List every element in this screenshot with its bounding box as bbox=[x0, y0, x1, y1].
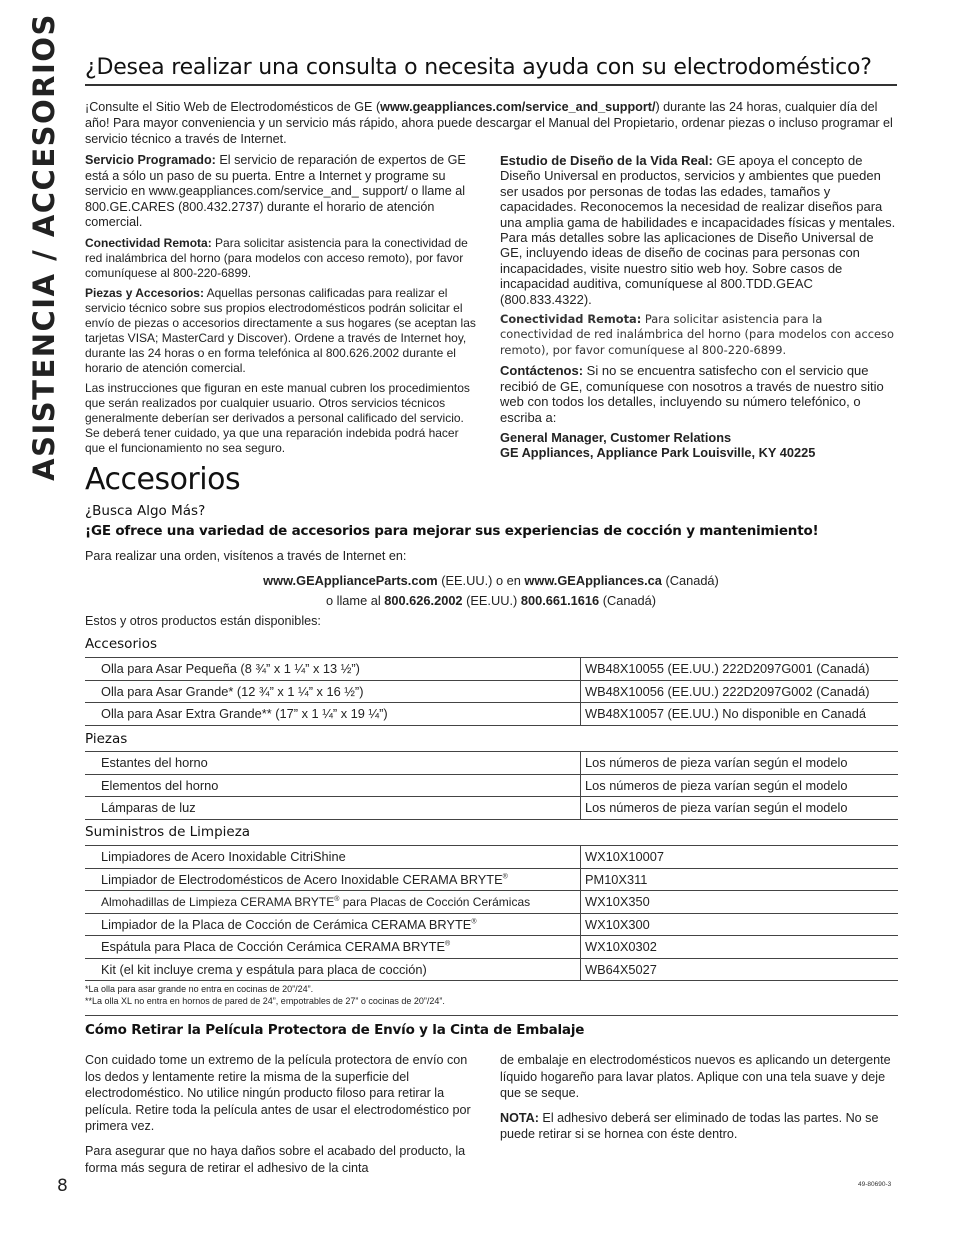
service-url: www.geappliances.com/service_and_support/ bbox=[380, 100, 656, 114]
document-number: 49-80690-3 bbox=[858, 1181, 892, 1188]
products-available: Estos y otros productos están disponibles: bbox=[85, 614, 321, 628]
page-title: ¿Desea realizar una consulta o necesita ayuda con su electrodoméstico? bbox=[85, 55, 897, 86]
order-phones: o llame al 800.626.2002 (EE.UU.) 800.661.1616 (Canadá) bbox=[325, 593, 657, 608]
table-row: Limpiador de la Placa de Cocción de Cerámica CERAMA BRYTE® WX10X300 bbox=[85, 913, 898, 936]
parts-accessories: Piezas y Accesorios: Aquellas personas calificadas para realizar el servicio técnico sobre sus propios electrodomésticos podrán solicitar el envío de piezas o accesorios directamente a sus hogares (se aceptan las tarjetas VISA; MasterCard y Discover). Ordene a través de Internet hoy, durante las 24 horas o en forma telefónica al 800.626.2002 durante el horario de atención comercial. bbox=[85, 285, 476, 375]
table-row: Elementos del horno Los números de pieza varían según el modelo bbox=[85, 774, 898, 797]
us-parts-website[interactable]: www.GEApplianceParts.com bbox=[263, 573, 438, 588]
note: NOTA: El adhesivo deberá ser eliminado de todas las partes. No se puede retirar si se hornea con éste dentro. bbox=[500, 1110, 879, 1142]
table-row: Olla para Asar Pequeña (8 ¾” x 1 ¼” x 13 ½”) WB48X10055 (EE.UU.) 222D2097G001 (Canadá) bbox=[85, 658, 898, 681]
cleaning-supplies-table bbox=[85, 845, 898, 981]
order-websites: www.GEApplianceParts.com (EE.UU.) o en www.GEAppliances.ca (Canadá) bbox=[263, 573, 719, 588]
parts-table-label: Piezas bbox=[85, 731, 128, 747]
table-row: Kit (el kit incluye crema y espátula para placa de cocción) WB64X5027 bbox=[85, 958, 898, 981]
remote-connectivity-right: Conectividad Remota: Para solicitar asistencia para la conectividad de red inalámbrica del horno (para modelos con acceso remoto), por favor comuníquese al 800-220-6899. bbox=[500, 312, 894, 357]
accessories-table bbox=[85, 657, 898, 726]
side-section-title: ASISTENCIA / ACCESORIOS bbox=[27, 13, 61, 481]
real-life-design-studio: Estudio de Diseño de la Vida Real: GE apoya el concepto de Diseño Universal en productos, servicios y ambientes que pueden ser usados por personas de todas las edades, tamaños y capacidades. Reconocemos la necesidad de realizar diseños para una amplia gama de habilidades e incapacidades físicas y mentales. Para más detalles sobre las aplicaciones de Diseño Universal de GE, incluyendo ideas de diseño de cocinas para personas con incapacidades, visite nuestro sitio web hoy. Sobre casos de incapacidad auditiva, comuníquese al 800.TDD.GEAC (800.833.4322). bbox=[500, 153, 896, 307]
canada-website[interactable]: www.GEAppliances.ca bbox=[524, 573, 662, 588]
looking-for-more: ¿Busca Algo Más? bbox=[85, 503, 206, 519]
accessories-heading: Accesorios bbox=[85, 462, 241, 497]
table-row: Almohadillas de Limpieza CERAMA BRYTE® para Placas de Cocción Cerámicas WX10X350 bbox=[85, 891, 898, 914]
film-removal-heading: Cómo Retirar la Película Protectora de Envío y la Cinta de Embalaje bbox=[85, 1022, 585, 1038]
mailing-address: General Manager, Customer Relations GE Appliances, Appliance Park Louisville, KY 40225 bbox=[500, 429, 816, 461]
footnotes: *La olla para asar grande no entra en cocinas de 20”/24”. **La olla XL no entra en hornos de pared de 24”, empotrables de 27” o cocinas de 20”/24”. bbox=[85, 984, 445, 1006]
table-row: Estantes del horno Los números de pieza varían según el modelo bbox=[85, 752, 898, 775]
page-number: 8 bbox=[57, 1176, 68, 1196]
table-row: Limpiador de Electrodomésticos de Acero Inoxidable CERAMA BRYTE® PM10X311 bbox=[85, 868, 898, 891]
table-row: Espátula para Placa de Cocción Cerámica CERAMA BRYTE® WX10X0302 bbox=[85, 936, 898, 959]
table-row: Olla para Asar Extra Grande** (17” x 1 ¼” x 19 ¼”) WB48X10057 (EE.UU.) No disponible en Canadá bbox=[85, 703, 898, 726]
intro-paragraph: ¡Consulte el Sitio Web de Electrodomésticos de GE (www.geappliances.com/service_and_support/) durante las 24 horas, cualquier día del año! Para mayor conveniencia y un servicio más rápido, ahora puede descargar el Manual del Propietario, ordenar piezas o incluso programar el servicio técnico a través de Internet. bbox=[85, 100, 893, 146]
film-left-column: Con cuidado tome un extremo de la película protectora de envío con los dedos y lentamente retire la misma de la superficie del electrodoméstico. No utilice ningún producto filoso para retirar la película. Retire toda la película antes de usar el electrodoméstico por primera vez. Para asegurar que no haya daños sobre el acabado del producto, la forma más segura de retirar el adhesivo de la cinta bbox=[85, 1053, 471, 1175]
remote-connectivity: Conectividad Remota: Para solicitar asistencia para la conectividad de red inalámbrica del horno (para modelos con acceso remoto), por favor comuníquese al 800-220-6899. bbox=[85, 235, 468, 280]
left-column bbox=[85, 153, 480, 461]
table-row: Lámparas de luz Los números de pieza varían según el modelo bbox=[85, 797, 898, 820]
section-divider bbox=[85, 1015, 898, 1016]
film-right-column: de embalaje en electrodomésticos nuevos es aplicando un detergente líquido hogareño para lavar platos. Aplique con una tela suave y deje que se seque. NOTA: El adhesivo deberá ser eliminado de todas las partes. No se puede retirar si se hornea con éste dentro. bbox=[500, 1052, 897, 1151]
right-column bbox=[500, 153, 897, 461]
service-instructions: Las instrucciones que figuran en este manual cubren los procedimientos que serán realizados por cualquier usuario. Otros servicios técnicos generalmente deberían ser derivados a personal calificado del servicio. Se deberá tener cuidado, ya que una reparación indebida podrá hacer que el funcionamiento no sea seguro. bbox=[85, 380, 470, 455]
table-row: Olla para Asar Grande* (12 ¾” x 1 ¼” x 16 ½”) WB48X10056 (EE.UU.) 222D2097G002 (Canadá) bbox=[85, 680, 898, 703]
parts-table bbox=[85, 751, 898, 820]
order-instructions: Para realizar una orden, visítenos a través de Internet en: bbox=[85, 549, 407, 563]
scheduled-service: Servicio Programado: El servicio de reparación de expertos de GE está a sólo un paso de su puerta. Entre a Internet y programe su servicio en www.geappliances.com/service_and_ support/ o llame al 800.GE.CARES (800.432.2737) durante el horario de atención comercial. bbox=[85, 153, 466, 230]
ge-offers-tagline: ¡GE ofrece una variedad de accesorios para mejorar sus experiencias de cocción y mantenimiento! bbox=[85, 523, 819, 539]
us-phone: 800.626.2002 bbox=[384, 593, 463, 608]
canada-phone: 800.661.1616 bbox=[520, 593, 600, 608]
table-row: Limpiadores de Acero Inoxidable CitriShine WX10X10007 bbox=[85, 846, 898, 869]
accessories-table-label: Accesorios bbox=[85, 636, 158, 652]
contact-us: Contáctenos: Si no se encuentra satisfecho con el servicio que recibió de GE, comuníquese con nosotros a través de nuestro sitio web con todos los detalles, incluyendo su número telefónico, o escriba a: bbox=[500, 363, 884, 425]
cleaning-supplies-label: Suministros de Limpieza bbox=[85, 824, 251, 840]
